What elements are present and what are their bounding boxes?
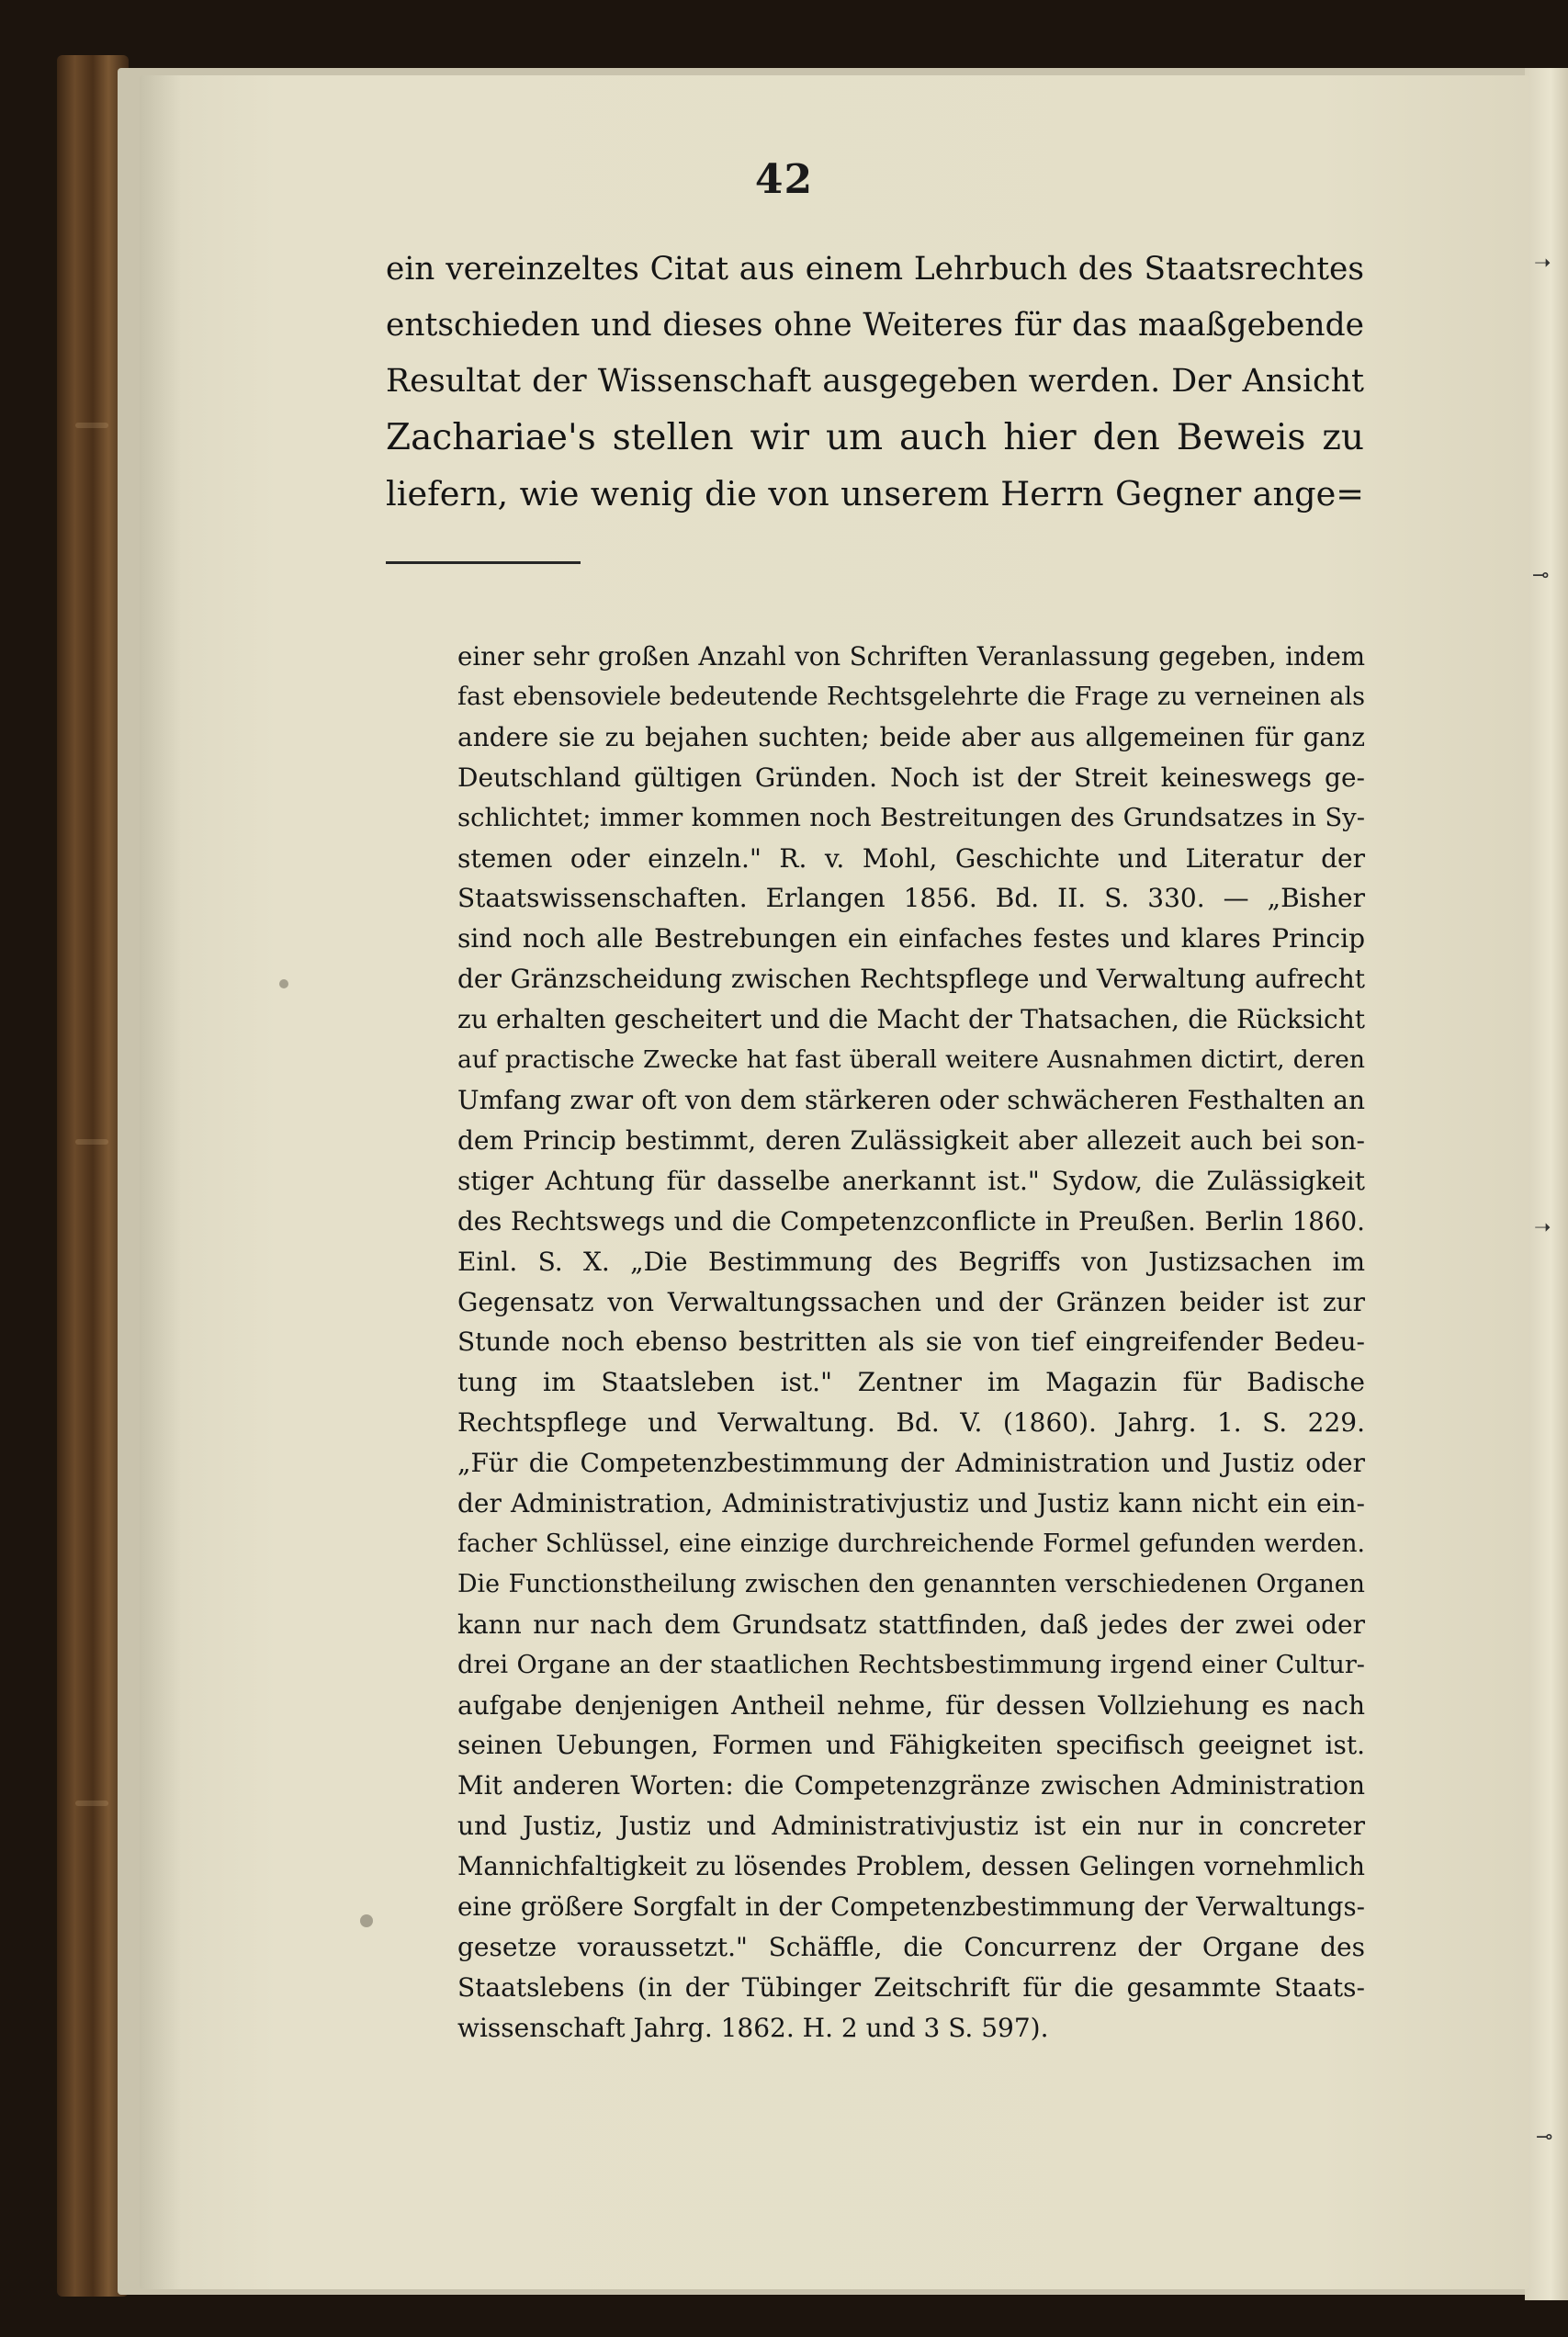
footnote-line: Umfang zwar oft von dem stärkeren oder schwächeren Festhalten an xyxy=(457,1084,1365,1115)
footnote-line: auf practische Zwecke hat fast überall weitere Ausnahmen dictirt, deren xyxy=(457,1045,1365,1075)
footnote-line: zu erhalten gescheitert und die Macht der Thatsachen, die Rücksicht xyxy=(457,1004,1365,1035)
main-text-line: liefern, wie wenig die von unserem Herrn Gegner ange= xyxy=(386,474,1364,514)
footnote-line: wissenschaft Jahrg. 1862. H. 2 und 3 S. 597). xyxy=(457,2012,1049,2043)
footnote-line: andere sie zu bejahen suchten; beide aber aus allgemeinen für ganz xyxy=(457,721,1365,752)
footnote-line: sind noch alle Bestrebungen ein einfaches festes und klares Princip xyxy=(457,923,1365,954)
footnote-line: einer sehr großen Anzahl von Schriften Veranlassung gegeben, indem xyxy=(457,641,1365,672)
footnote xyxy=(457,637,1365,2049)
footnote-line: Mit anderen Worten: die Competenzgränze zwischen Administration xyxy=(457,1770,1365,1801)
footnote-line: kann nur nach dem Grundsatz stattfinden, daß jedes der zwei oder xyxy=(457,1609,1365,1640)
footnote-line: aufgabe denjenigen Antheil nehme, für dessen Vollziehung es nach xyxy=(457,1689,1365,1721)
footnote-line: tung im Staatsleben ist." Zentner im Magazin für Badische xyxy=(457,1367,1365,1398)
footnote-line: gesetze voraussetzt." Schäffle, die Concurrenz der Organe des xyxy=(457,1932,1365,1962)
footnote-line: fast ebensoviele bedeutende Rechtsgelehrte die Frage zu verneinen als xyxy=(457,682,1365,711)
footnote-line: stiger Achtung für dasselbe anerkannt ist." Sydow, die Zulässigkeit xyxy=(457,1165,1365,1196)
footnote-line: Die Functionstheilung zwischen den genannten verschiedenen Organen xyxy=(457,1569,1365,1598)
main-text-line: entschieden und dieses ohne Weiteres für das maaßgebende xyxy=(386,307,1364,344)
footnote-line: facher Schlüssel, eine einzige durchreichende Formel gefunden werden. xyxy=(457,1529,1365,1558)
footnote-line: eine größere Sorgfalt in der Competenzbestimmung der Verwaltungs- xyxy=(457,1891,1365,1923)
footnote-line: drei Organe an der staatlichen Rechtsbestimmung irgend einer Cultur- xyxy=(457,1650,1365,1679)
footnote-line: schlichtet; immer kommen noch Bestreitungen des Grundsatzes in Sy- xyxy=(457,802,1365,832)
footnote-line: Staatslebens (in der Tübinger Zeitschrift für die gesammte Staats- xyxy=(457,1971,1365,2003)
main-text xyxy=(386,242,1364,522)
footnote-line: Gegensatz von Verwaltungssachen und der Gränzen beider ist zur xyxy=(457,1286,1365,1317)
paper-spot xyxy=(360,1914,373,1927)
footnote-line: der Administration, Administrativjustiz und Justiz kann nicht ein ein- xyxy=(457,1488,1365,1519)
main-text-line: Resultat der Wissenschaft ausgegeben werden. Der Ansicht xyxy=(386,363,1364,400)
footnote-line: des Rechtswegs und die Competenzconflicte in Preußen. Berlin 1860. xyxy=(457,1205,1365,1236)
main-text-line: Zachariae's stellen wir um auch hier den Beweis zu xyxy=(386,417,1364,458)
footnote-line: Staatswissenschaften. Erlangen 1856. Bd. II. S. 330. — „Bisher xyxy=(457,883,1365,914)
footnote-line: und Justiz, Justiz und Administrativjustiz ist ein nur in concreter xyxy=(457,1811,1365,1842)
paper-spot xyxy=(279,979,288,988)
main-text-line: ein vereinzeltes Citat aus einem Lehrbuch des Staatsrechtes xyxy=(386,251,1364,288)
page-number: 42 xyxy=(754,156,814,203)
footnote-line: seinen Uebungen, Formen und Fähigkeiten specifisch geeignet ist. xyxy=(457,1730,1365,1761)
footnote-line: Stunde noch ebenso bestritten als sie von tief eingreifender Bedeu- xyxy=(457,1327,1365,1358)
footnote-separator xyxy=(386,561,581,564)
footnote-line: stemen oder einzeln." R. v. Mohl, Geschichte und Literatur der xyxy=(457,842,1365,874)
footnote-line: „Für die Competenzbestimmung der Administration und Justiz oder xyxy=(457,1448,1365,1479)
footnote-line: Mannichfaltigkeit zu lösendes Problem, dessen Gelingen vornehmlich xyxy=(457,1851,1365,1882)
footnote-line: der Gränzscheidung zwischen Rechtspflege und Verwaltung aufrecht xyxy=(457,964,1365,995)
next-page-edge: ➝ ⊸ ➝ ⊸ xyxy=(1525,68,1568,2300)
footnote-line: dem Princip bestimmt, deren Zulässigkeit aber allezeit auch bei son- xyxy=(457,1124,1365,1156)
footnote-line: Rechtspflege und Verwaltung. Bd. V. (1860). Jahrg. 1. S. 229. xyxy=(457,1407,1365,1439)
footnote-line: Deutschland gültigen Gründen. Noch ist der Streit keineswegs ge- xyxy=(457,762,1365,793)
footnote-line: Einl. S. X. „Die Bestimmung des Begriffs von Justizsachen im xyxy=(457,1246,1365,1277)
